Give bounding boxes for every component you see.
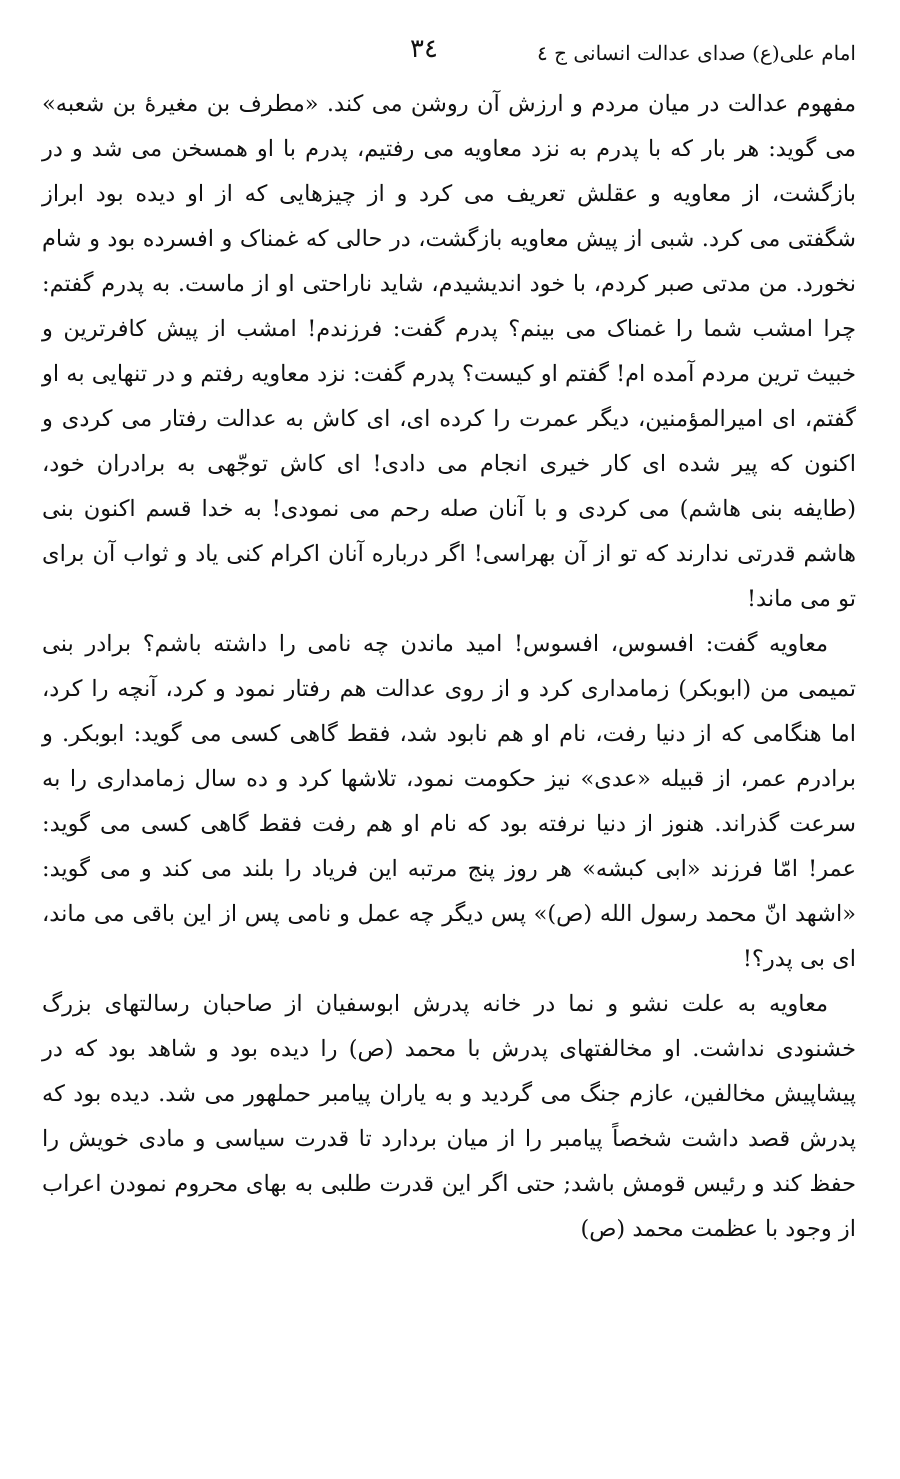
running-header	[40, 34, 856, 70]
book-title: امام علی(ع) صدای عدالت انسانی ج ٤	[536, 41, 856, 65]
paragraph: مفهوم عدالت در میان مردم و ارزش آن روشن می کند. «مطرف بن مغیرهٔ بن شعبه» می گوید: هر بار که با پدرم به نزد معاویه می رفتیم، پدرم با او همسخن می شد و در بازگشت، از معاویه و عقلش تعریف می کرد و از چیزهایی که از او دیده بود ابراز شگفتی می کرد. شبی از پیش معاویه بازگشت، در حالی که غمناک و افسرده بود و شام نخورد. من مدتی صبر کردم، با خود اندیشیدم، شاید ناراحتی او از ماست. به پدرم گفتم: چرا امشب شما را غمناک می بینم؟ پدرم گفت: فرزندم! امشب از پیش کافرترین و خبیث ترین مردم آمده ام! گفتم او کیست؟ پدرم گفت: نزد معاویه رفتم و در تنهایی به او گفتم، ای امیرالمؤمنین، دیگر عمرت را کرده ای، ای کاش به عدالت رفتار می کردی و اکنون که پیر شده ای کار خیری انجام می دادی! ای کاش توجّهی به برادران خود، (طایفه بنی هاشم) می کردی و با آنان صله رحم می نمودی! به خدا قسم اکنون بنی هاشم قدرتی ندارند که تو از آن بهراسی! اگر درباره آنان اکرام کنی یاد و ثواب آن برای تو می ماند!	[42, 91, 857, 612]
page-number: ٣٤	[410, 34, 438, 64]
paragraph: معاویه گفت: افسوس، افسوس! امید ماندن چه نامی را داشته باشم؟ برادر بنی تمیمی من (ابوبکر) زمامداری کرد و از روی عدالت هم رفتار نمود و کرد، آنچه را کرد، اما هنگامی که از دنیا رفت، نام او هم نابود شد، فقط گاهی کسی می گوید: ابوبکر. و برادرم عمر، از قبیله «عدی» نیز حکومت نمود، تلاشها کرد و ده سال زمامداری را به سرعت گذراند. هنوز از دنیا نرفته بود که نام او هم رفت فقط گاهی کسی می گوید: عمر! امّا فرزند «ابی کبشه» هر روز پنج مرتبه این فریاد را بلند می کند و می گوید: «اشهد انّ محمد رسول الله (ص)» پس دیگر چه عمل و نامی پس از این باقی می ماند، ای بی پدر؟!	[42, 631, 856, 972]
paragraph: معاویه به علت نشو و نما در خانه پدرش ابوسفیان از صاحبان رسالتهای بزرگ خشنودی نداشت. او مخالفتهای پدرش با محمد (ص) را دیده بود و شاهد بود که در پیشاپیش مخالفین، عازم جنگ می گردید و به یاران پیامبر حملهور می شد. دیده بود که پدرش قصد داشت شخصاً پیامبر را از میان بردارد تا قدرت سیاسی و مادی خویش را حفظ کند و رئیس قومش باشد; حتی اگر این قدرت طلبی به بهای محروم نمودن اعراب از وجود با عظمت محمد (ص)	[42, 991, 856, 1242]
body-text	[42, 82, 856, 1252]
